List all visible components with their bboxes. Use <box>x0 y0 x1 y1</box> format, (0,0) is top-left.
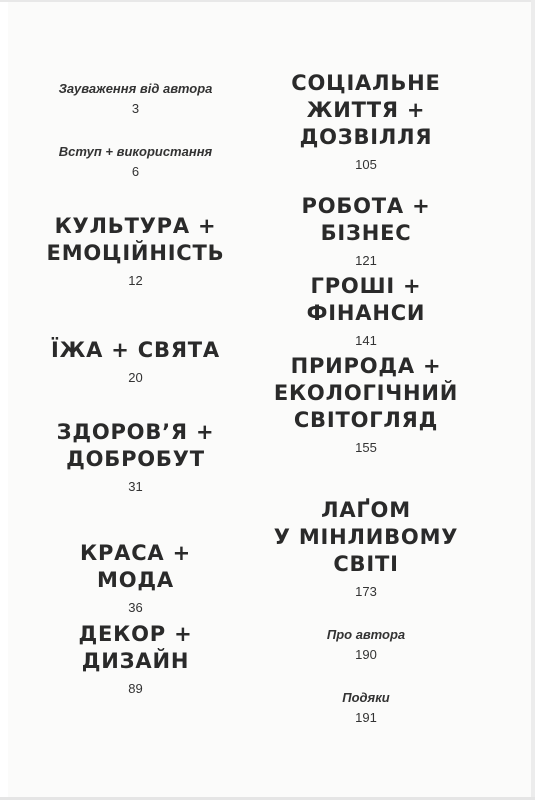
toc-entry-title <box>256 497 476 578</box>
toc-entry-page: 190 <box>355 647 377 662</box>
toc-entry-money <box>256 273 476 349</box>
toc-entry-title-line: ЛАҐОМ <box>321 498 411 522</box>
toc-entry-about-author <box>256 627 476 663</box>
toc-entry-page: 20 <box>128 370 143 385</box>
toc-entry-title-line: СВІТІ <box>333 552 399 576</box>
toc-entry-title-line: ДИЗАЙН <box>81 649 190 673</box>
toc-entry-title <box>38 213 233 267</box>
toc-entry-page: 6 <box>131 164 140 179</box>
toc-entry-page: 173 <box>355 584 377 599</box>
toc-entry-title-line: ЕКОЛОГІЧНИЙ <box>273 381 459 405</box>
toc-entry-lagom <box>256 497 476 600</box>
toc-entry-beauty <box>38 540 233 616</box>
toc-entry-page: 141 <box>355 333 377 348</box>
toc-entry-author-note <box>38 81 233 117</box>
toc-entry-page: 12 <box>128 273 143 288</box>
toc-entry-nature <box>256 353 476 456</box>
toc-entry-title-line: ЕМОЦІЙНІСТЬ <box>46 241 225 265</box>
toc-entry-title: РОБОТА + БІЗНЕС <box>301 194 431 245</box>
toc-entry-title: Зауваження від автора <box>58 81 213 96</box>
toc-entry-page: 31 <box>128 479 143 494</box>
page-right-edge <box>531 0 535 800</box>
toc-entry-title-line: ЗДОРОВ’Я + <box>56 420 215 444</box>
toc-entry-title-line: СВІТОГЛЯД <box>293 408 439 432</box>
toc-entry-decor <box>38 621 233 697</box>
toc-entry-acknowledgements <box>256 690 476 726</box>
toc-entry-title-line: ЖИТТЯ + ДОЗВІЛЛЯ <box>299 98 433 149</box>
toc-entry-title: Вступ + використання <box>58 144 213 159</box>
toc-entry-title-line: ДОБРОБУТ <box>66 447 205 471</box>
toc-entry-page: 36 <box>128 600 143 615</box>
toc-entry-title-line: У МІНЛИВОМУ <box>273 525 459 549</box>
toc-entry-health <box>38 419 233 495</box>
toc-entry-title: КРАСА + МОДА <box>80 541 191 592</box>
page-top-edge <box>0 0 535 2</box>
toc-entry-culture <box>38 213 233 289</box>
toc-entry-title: Про автора <box>326 627 406 642</box>
toc-entry-title <box>38 621 233 675</box>
toc-entry-title-line: ПРИРОДА + <box>290 354 442 378</box>
toc-entry-title <box>256 353 476 434</box>
toc-entry-title-line: КУЛЬТУРА + <box>54 214 217 238</box>
toc-entry-title-line: ДЕКОР + <box>78 622 193 646</box>
toc-entry-work <box>256 193 476 269</box>
toc-entry-page: 155 <box>355 440 377 455</box>
toc-entry-page: 105 <box>355 157 377 172</box>
toc-entry-title-line: СОЦІАЛЬНЕ <box>291 71 441 95</box>
toc-entry-introduction <box>38 144 233 180</box>
toc-entry-title: Подяки <box>342 690 390 705</box>
toc-entry-title: ЇЖА + СВЯТА <box>51 338 220 362</box>
toc-entry-title <box>38 419 233 473</box>
toc-entry-page: 89 <box>128 681 143 696</box>
toc-entry-title <box>256 70 476 151</box>
toc-entry-page: 191 <box>355 710 377 725</box>
toc-entry-title: ГРОШІ + ФІНАНСИ <box>306 274 426 325</box>
toc-entry-page: 121 <box>355 253 377 268</box>
toc-entry-food <box>38 337 233 386</box>
toc-entry-page: 3 <box>131 101 140 116</box>
toc-entry-social-life <box>256 70 476 173</box>
